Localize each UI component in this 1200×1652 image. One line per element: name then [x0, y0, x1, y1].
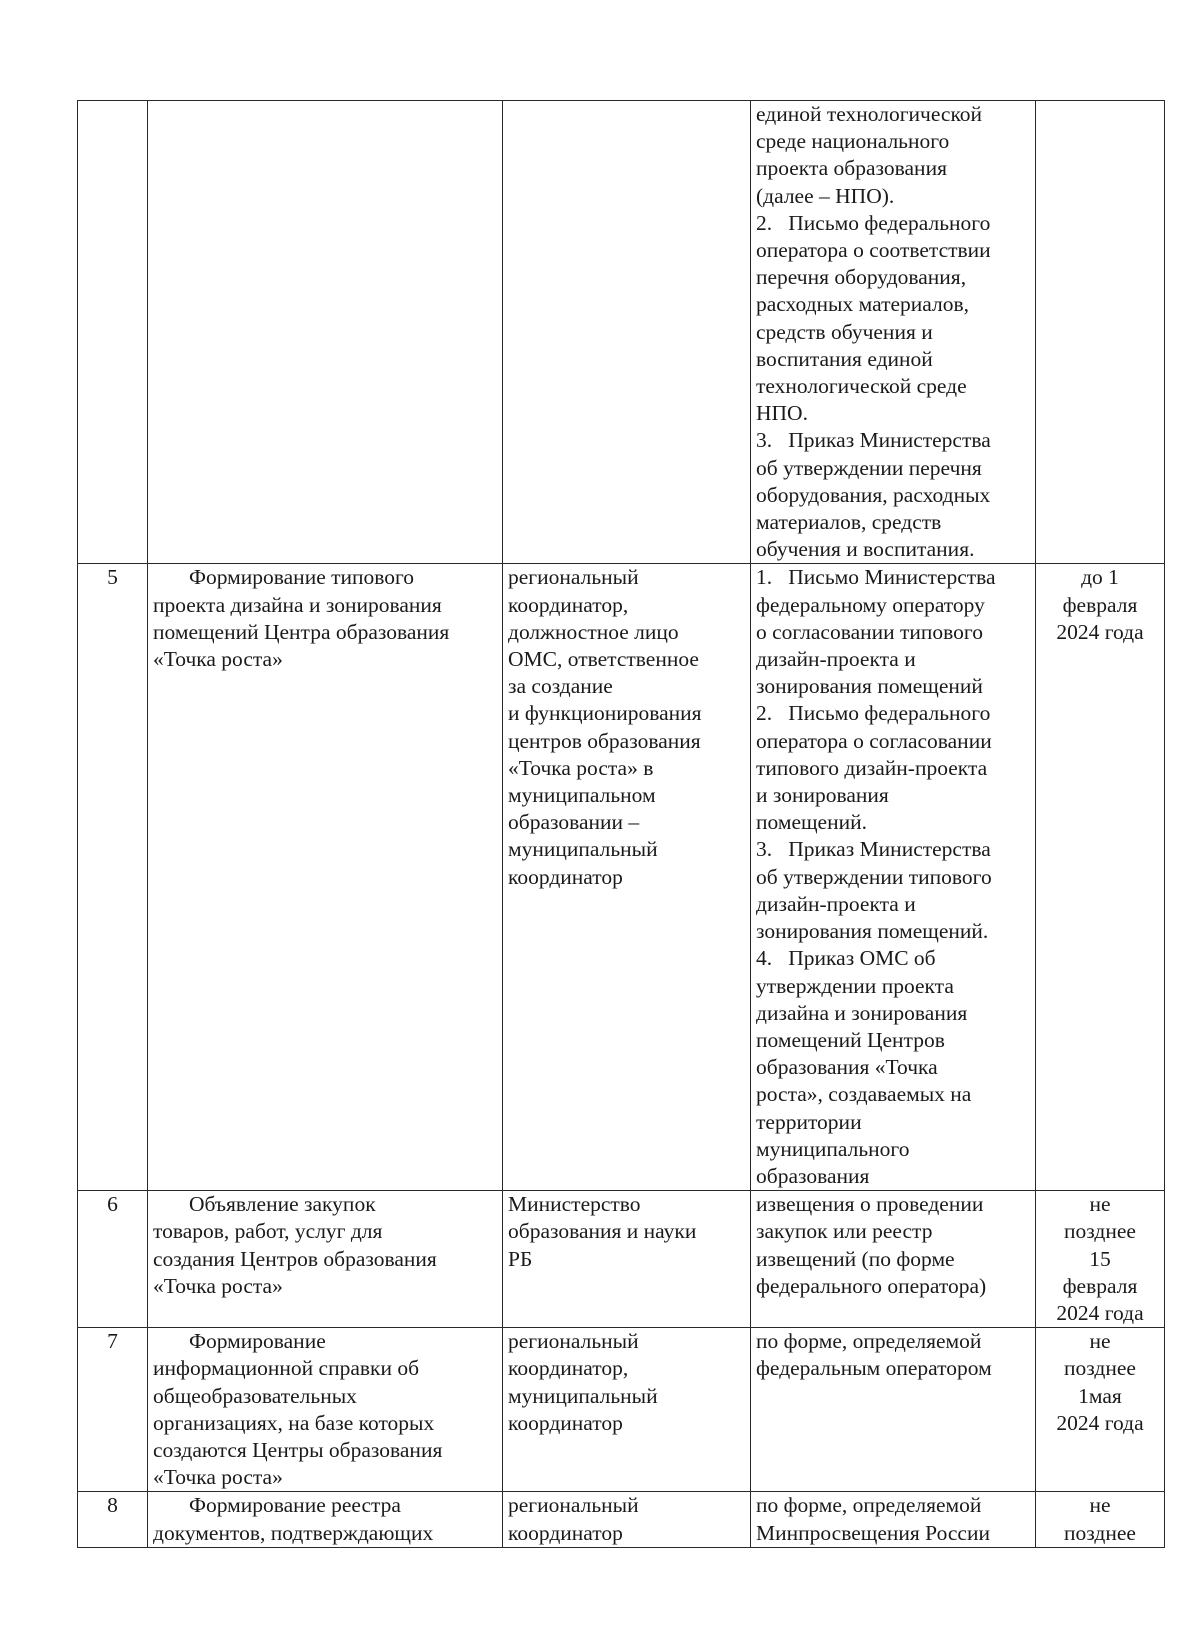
responsible-cell — [503, 1191, 751, 1328]
cell-line: федеральному оператору — [756, 592, 985, 617]
cell-line: образования — [756, 1163, 870, 1188]
event-cell — [148, 1492, 503, 1547]
cell-line: общеобразовательных — [153, 1383, 357, 1408]
cell-line: по форме, определяемой — [756, 1493, 982, 1518]
cell-line: единой технологической — [756, 102, 983, 126]
cell-line: территории — [756, 1109, 862, 1134]
event-cell — [148, 101, 503, 564]
cell-line: координатор — [508, 1410, 623, 1435]
deadline-cell — [1036, 101, 1165, 564]
cell-line: роста», создаваемых на — [756, 1082, 972, 1107]
cell-line: должностное лицо — [508, 619, 679, 644]
row-number-cell — [78, 1191, 148, 1328]
cell-line: Минпросвещения России — [756, 1520, 990, 1545]
deadline-cell — [1036, 564, 1165, 1191]
event-cell — [148, 1328, 503, 1492]
cell-line: 15 — [1089, 1246, 1111, 1271]
row-number: 5 — [107, 565, 118, 590]
cell-line: помещений Центра образования — [153, 619, 450, 644]
cell-line: технологической среде — [756, 374, 967, 399]
cell-line: обучения и воспитания. — [756, 537, 975, 562]
row-number-cell — [78, 564, 148, 1191]
cell-line: муниципальном — [508, 783, 656, 808]
row-number-cell — [78, 101, 148, 564]
cell-line: муниципального — [756, 1136, 910, 1161]
cell-line: и зонирования — [756, 783, 889, 808]
table-row — [78, 101, 1165, 564]
cell-line: помещений Центров — [756, 1027, 945, 1052]
cell-line: (далее – НПО). — [756, 183, 895, 208]
cell-line: до 1 — [1081, 565, 1119, 590]
documents-cell — [751, 1191, 1036, 1328]
cell-line: РБ — [508, 1246, 533, 1271]
deadline-cell — [1036, 1191, 1165, 1328]
table-row — [78, 564, 1165, 1191]
plan-table — [77, 100, 1165, 1548]
table-row — [78, 1328, 1165, 1492]
row-number-cell — [78, 1328, 148, 1492]
cell-line: об утверждении типового — [756, 864, 992, 889]
cell-line: февраля — [1062, 1273, 1138, 1298]
cell-line: координатор — [508, 864, 623, 889]
cell-line: «Точка роста» — [153, 647, 283, 672]
table-row — [78, 1191, 1165, 1328]
cell-line: воспитания единой — [756, 346, 933, 371]
cell-line: по форме, определяемой — [756, 1329, 982, 1354]
documents-cell — [751, 1328, 1036, 1492]
cell-line: не — [1089, 1493, 1111, 1518]
row-number: 8 — [107, 1493, 118, 1518]
cell-line: дизайна и зонирования — [756, 1000, 968, 1025]
cell-line: 2024 года — [1056, 619, 1144, 644]
cell-line: муниципальный — [508, 837, 658, 862]
cell-line: 3. Приказ Министерства — [756, 837, 991, 862]
plan-table-body — [78, 101, 1165, 1548]
cell-line: дизайн-проекта и — [756, 647, 916, 672]
cell-line: не — [1089, 1329, 1111, 1354]
cell-line: Формирование — [189, 1329, 326, 1354]
cell-line: оператора о соответствии — [756, 238, 991, 263]
documents-cell — [751, 101, 1036, 564]
cell-line: проекта образования — [756, 156, 947, 181]
cell-line: типового дизайн-проекта — [756, 755, 988, 780]
cell-line: 1мая — [1078, 1383, 1122, 1408]
cell-line: региональный — [508, 565, 639, 590]
cell-line: средств обучения и — [756, 319, 933, 344]
event-cell — [148, 564, 503, 1191]
event-cell — [148, 1191, 503, 1328]
deadline-cell — [1036, 1328, 1165, 1492]
responsible-cell — [503, 564, 751, 1191]
cell-line: за создание — [508, 674, 613, 699]
cell-line: «Точка роста» — [153, 1465, 283, 1490]
cell-line: 2024 года — [1056, 1410, 1144, 1435]
cell-line: координатор, — [508, 592, 629, 617]
cell-line: позднее — [1064, 1219, 1136, 1244]
cell-line: координатор — [508, 1520, 623, 1545]
cell-line: Формирование типового — [189, 565, 415, 590]
cell-line: о согласовании типового — [756, 619, 983, 644]
responsible-cell — [503, 1492, 751, 1547]
cell-line: материалов, средств — [756, 510, 942, 535]
cell-line: помещений. — [756, 810, 867, 835]
cell-line: Формирование реестра — [189, 1493, 401, 1518]
cell-line: региональный — [508, 1493, 639, 1518]
cell-line: создания Центров образования — [153, 1246, 437, 1271]
cell-line: «Точка роста» в — [508, 755, 654, 780]
documents-cell — [751, 564, 1036, 1191]
cell-line: дизайн-проекта и — [756, 891, 916, 916]
cell-line: позднее — [1064, 1356, 1136, 1381]
row-number: 7 — [107, 1329, 118, 1354]
cell-line: ОМС, ответственное — [508, 647, 699, 672]
cell-line: извещения о проведении — [756, 1192, 984, 1217]
cell-line: образования и науки — [508, 1219, 697, 1244]
cell-line: образования «Точка — [756, 1055, 938, 1080]
cell-line: федерального оператора) — [756, 1273, 987, 1298]
cell-line: 3. Приказ Министерства — [756, 428, 991, 453]
cell-line: перечня оборудования, — [756, 265, 967, 290]
cell-line: федеральным оператором — [756, 1356, 992, 1381]
row-number-cell — [78, 1492, 148, 1547]
cell-line: извещений (по форме — [756, 1246, 955, 1271]
cell-line: февраля — [1062, 592, 1138, 617]
cell-line: утверждении проекта — [756, 973, 954, 998]
cell-line: и функционирования — [508, 701, 702, 726]
cell-line: центров образования — [508, 728, 701, 753]
cell-line: документов, подтверждающих — [153, 1520, 434, 1545]
cell-line: координатор, — [508, 1356, 629, 1381]
table-row — [78, 1492, 1165, 1547]
cell-line: об утверждении перечня — [756, 455, 982, 480]
row-number: 6 — [107, 1192, 118, 1217]
cell-line: товаров, работ, услуг для — [153, 1219, 383, 1244]
cell-line: 2. Письмо федерального — [756, 701, 991, 726]
cell-line: не — [1089, 1192, 1111, 1217]
cell-line: проекта дизайна и зонирования — [153, 592, 442, 617]
cell-line: создаются Центры образования — [153, 1437, 443, 1462]
cell-line: расходных материалов, — [756, 292, 970, 317]
cell-line: закупок или реестр — [756, 1219, 933, 1244]
cell-line: позднее — [1064, 1520, 1136, 1545]
cell-line: организациях, на базе которых — [153, 1410, 435, 1435]
cell-line: среде национального — [756, 129, 950, 154]
cell-line: муниципальный — [508, 1383, 658, 1408]
cell-line: образовании – — [508, 810, 640, 835]
responsible-cell — [503, 1328, 751, 1492]
responsible-cell — [503, 101, 751, 564]
documents-cell — [751, 1492, 1036, 1547]
cell-line: оборудования, расходных — [756, 482, 991, 507]
cell-line: Министерство — [508, 1192, 641, 1217]
cell-line: оператора о согласовании — [756, 728, 992, 753]
cell-line: «Точка роста» — [153, 1273, 283, 1298]
cell-line: Объявление закупок — [189, 1192, 376, 1217]
cell-line: зонирования помещений. — [756, 919, 989, 944]
cell-line: 2024 года — [1056, 1300, 1144, 1325]
cell-line: зонирования помещений — [756, 674, 983, 699]
cell-line: НПО. — [756, 401, 808, 426]
cell-line: региональный — [508, 1329, 639, 1354]
deadline-cell — [1036, 1492, 1165, 1547]
cell-line: 2. Письмо федерального — [756, 210, 991, 235]
cell-line: информационной справки об — [153, 1356, 420, 1381]
cell-line: 4. Приказ ОМС об — [756, 946, 936, 971]
cell-line: 1. Письмо Министерства — [756, 565, 996, 590]
